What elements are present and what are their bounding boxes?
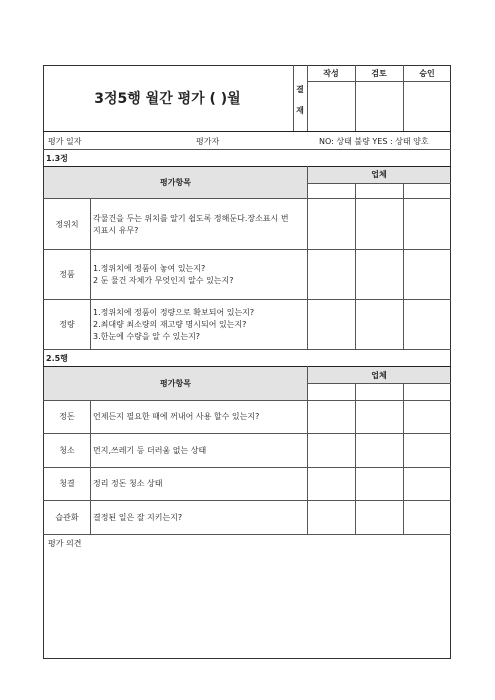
section2-row1-category: 정돈: [59, 412, 75, 421]
approval-label-top: 결: [296, 85, 304, 94]
evaluator-label: 평가자: [196, 137, 220, 146]
section2-row4-text: 결정된 일은 잘 지키는지?: [93, 513, 183, 522]
section2-row2-text: 먼지,쓰레기 등 더러움 없는 상태: [93, 446, 207, 455]
section1-row1-text-2: 지표시 유무?: [93, 226, 139, 235]
section1-row3-category: 정량: [59, 320, 75, 329]
approval-col-author: 작성: [323, 69, 339, 78]
section1-row3-text-1: 1.정위치에 정품이 정량으로 확보되어 있는지?: [93, 308, 255, 317]
evaluation-date-label: 평가 일자: [48, 137, 82, 146]
section2-row3-category: 청결: [59, 479, 75, 488]
section1-row2-text-1: 1.정위치에 정품이 놓여 있는지?: [93, 264, 206, 273]
section2-dept-header: 업체: [371, 371, 387, 380]
section1-row1-text-1: 각물건을 두는 위치를 알기 쉽도록 정해둔다.장소표시 번: [93, 214, 289, 223]
evaluation-form: [43, 65, 451, 659]
section1-row3-text-2: 2.최대량 최소량의 재고량 명시되어 있는지?: [93, 320, 247, 329]
section2-row1-text: 언제든지 필요한 때에 꺼내어 사용 할수 있는지?: [93, 412, 260, 421]
section2-row4-category: 습관화: [55, 513, 79, 522]
section2-row2-category: 청소: [59, 446, 75, 455]
section1-col-header: 평가항목: [160, 178, 191, 187]
evaluation-opinion-label: 평가 의견: [48, 539, 82, 548]
section1-row3-text-3: 3.한눈에 수량을 알 수 있는지?: [93, 332, 201, 341]
section2-col-header: 평가항목: [160, 379, 191, 388]
section1-row2-category: 정품: [59, 270, 75, 279]
approval-col-review: 검토: [371, 69, 387, 78]
approval-label-bottom: 재: [296, 106, 304, 115]
status-legend: NO: 상태 불량 YES : 상태 양호: [319, 137, 429, 146]
section1-row1-category: 정위치: [55, 220, 79, 229]
section2-row3-text: 정리 정돈 청소 상태: [93, 479, 163, 488]
section2-title: 2.5행: [46, 354, 68, 363]
approval-col-approve: 승인: [419, 69, 435, 78]
section1-dept-header: 업체: [371, 170, 387, 179]
section1-title: 1.3정: [46, 154, 68, 163]
section1-row2-text-2: 2 둔 물건 자체가 무엇인지 알수 있는지?: [93, 276, 234, 285]
form-title: 3정5행 월간 평가 ( )월: [94, 91, 241, 107]
